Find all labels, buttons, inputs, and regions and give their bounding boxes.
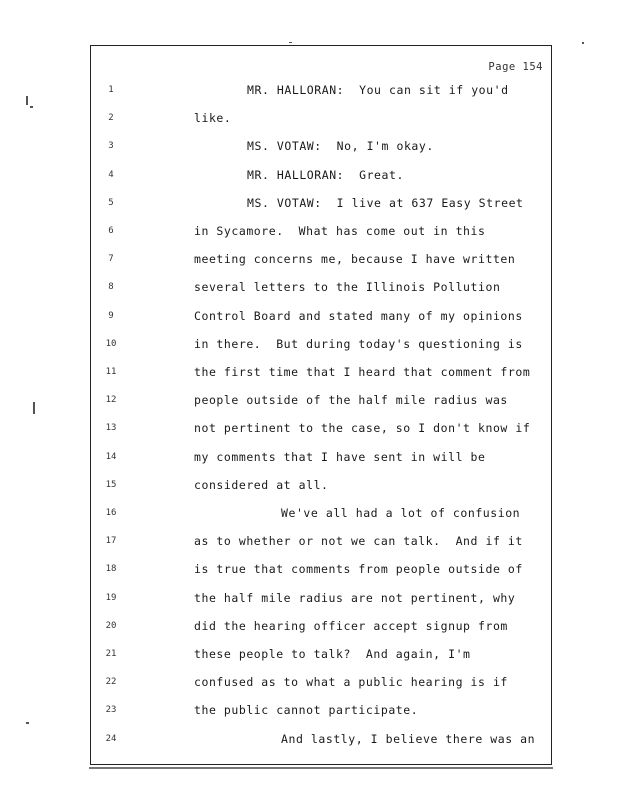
line-text: meeting concerns me, because I have written — [194, 252, 516, 267]
transcript-line — [91, 591, 551, 611]
line-text: considered at all. — [194, 477, 329, 492]
line-text: like. — [194, 111, 232, 126]
line-text: MS. VOTAW: No, I'm okay. — [247, 139, 434, 154]
line-text: the first time that I heard that comment from — [194, 365, 531, 379]
line-text: Control Board and stated many of my opinions — [194, 308, 523, 323]
scan-speck — [33, 402, 35, 414]
line-text: in there. But during today's questioning is — [194, 336, 523, 351]
transcript-line — [91, 196, 551, 216]
line-text: several letters to the Illinois Pollution — [194, 280, 501, 295]
scan-speck — [26, 722, 29, 724]
line-number: 24 — [105, 733, 117, 744]
line-text: the public cannot participate. — [194, 703, 419, 718]
line-number: 4 — [108, 169, 114, 180]
transcript-line — [91, 224, 551, 244]
line-text: MS. VOTAW: I live at 637 Easy Street — [247, 195, 524, 210]
line-text: my comments that I have sent in will be — [194, 449, 486, 464]
line-text: in Sycamore. What has come out in this — [194, 224, 486, 238]
transcript-line — [91, 365, 551, 385]
line-number: 14 — [105, 451, 117, 462]
transcript-line — [91, 450, 551, 470]
line-number: 21 — [105, 649, 117, 659]
transcript-line — [91, 703, 551, 723]
line-number: 22 — [105, 677, 117, 688]
transcript-line — [91, 252, 551, 272]
transcript-line — [91, 309, 551, 329]
scan-speck — [582, 42, 584, 44]
line-number: 17 — [105, 536, 117, 547]
line-text: the half mile radius are not pertinent, why — [194, 590, 516, 605]
transcript-line — [91, 280, 551, 300]
transcript-line — [91, 139, 551, 159]
line-number: 18 — [105, 564, 117, 575]
line-text: did the hearing officer accept signup from — [194, 618, 508, 633]
line-number: 6 — [108, 226, 114, 236]
transcript-line — [91, 647, 551, 667]
transcript-line — [91, 534, 551, 554]
transcript-line — [91, 675, 551, 695]
line-number: 15 — [105, 479, 117, 490]
transcript-line — [91, 619, 551, 639]
line-number: 2 — [108, 113, 114, 124]
transcript-line — [91, 393, 551, 413]
line-number: 19 — [105, 592, 117, 603]
line-text: confused as to what a public hearing is if — [194, 675, 508, 690]
page-number: Page 154 — [488, 61, 543, 73]
scan-speck — [26, 96, 28, 105]
line-text: MR. HALLORAN: You can sit if you'd — [247, 83, 509, 97]
line-number: 13 — [105, 423, 117, 434]
line-number: 3 — [108, 141, 114, 152]
transcript-line — [91, 506, 551, 526]
transcript-line — [91, 168, 551, 188]
line-text: people outside of the half mile radius was — [194, 393, 508, 408]
line-number: 8 — [108, 282, 114, 293]
line-number: 7 — [108, 254, 114, 265]
transcript-line — [91, 83, 551, 103]
line-text: MR. HALLORAN: Great. — [247, 167, 404, 182]
scan-speck — [289, 42, 292, 43]
line-number: 5 — [108, 197, 114, 208]
line-number: 9 — [108, 310, 114, 321]
line-text: And lastly, I believe there was an — [281, 731, 536, 746]
line-number: 16 — [105, 508, 117, 518]
line-text: We've all had a lot of confusion — [281, 506, 521, 520]
line-number: 11 — [105, 367, 117, 377]
line-number: 20 — [105, 620, 117, 631]
line-number: 1 — [108, 85, 114, 95]
transcript-line — [91, 562, 551, 582]
transcript-line — [91, 478, 551, 498]
transcript-line — [91, 732, 551, 752]
transcript-line — [91, 111, 551, 131]
transcript-line — [91, 337, 551, 357]
scan-speck — [30, 106, 33, 108]
transcript-line — [91, 421, 551, 441]
transcript-page — [90, 45, 552, 765]
line-number: 23 — [105, 705, 117, 716]
line-text: is true that comments from people outside of — [194, 562, 523, 577]
line-number: 10 — [105, 338, 117, 349]
line-text: these people to talk? And again, I'm — [194, 647, 471, 661]
line-number: 12 — [105, 395, 117, 406]
line-text: not pertinent to the case, so I don't know if — [194, 421, 531, 436]
line-text: as to whether or not we can talk. And if it — [194, 534, 523, 549]
